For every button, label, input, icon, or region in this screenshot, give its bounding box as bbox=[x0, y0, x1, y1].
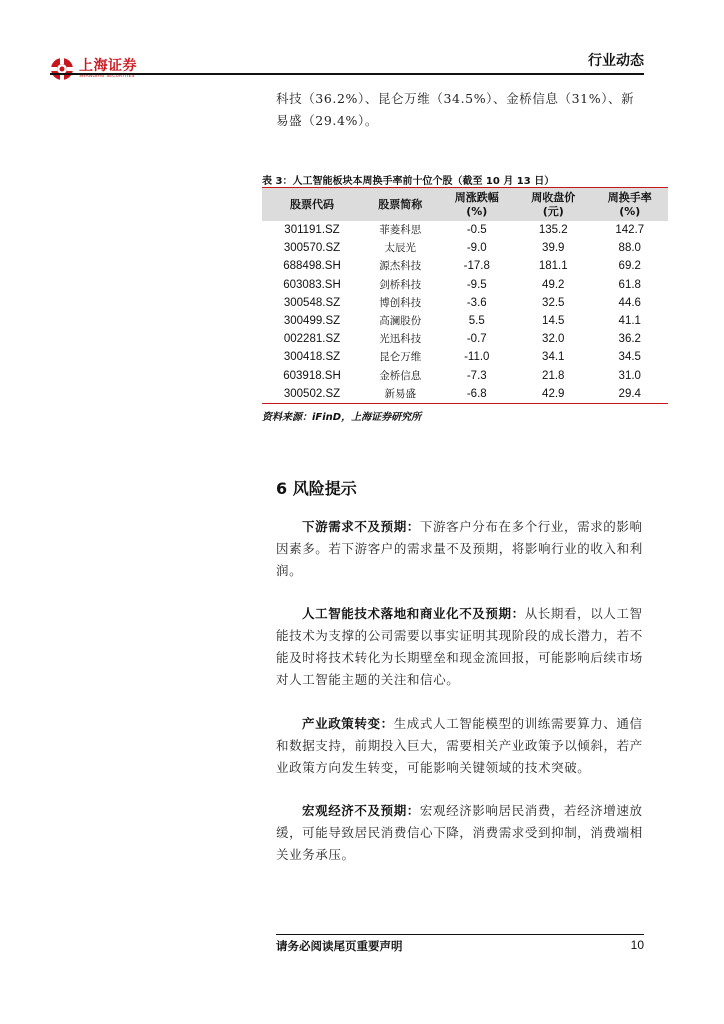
header-change: 周涨跌幅 (%) bbox=[454, 190, 499, 218]
weekly-change: -0.7 bbox=[466, 333, 487, 346]
risk-label: 宏观经济不及预期： bbox=[302, 803, 420, 818]
weekly-change: -3.6 bbox=[466, 296, 487, 309]
stock-name: 光迅科技 bbox=[379, 333, 422, 346]
stock-code: 002281.SZ bbox=[283, 333, 341, 346]
weekly-turnover: 31.0 bbox=[618, 369, 641, 382]
footer-divider bbox=[276, 934, 644, 935]
weekly-change: 5.5 bbox=[468, 315, 485, 328]
footer-disclaimer-note: 请务必阅读尾页重要声明 bbox=[276, 939, 403, 953]
weekly-close: 49.2 bbox=[542, 278, 565, 291]
stock-code: 301191.SZ bbox=[284, 224, 340, 237]
stock-code: 300502.SZ bbox=[283, 387, 341, 400]
stock-name: 昆仑万维 bbox=[379, 351, 422, 364]
table-row bbox=[262, 221, 668, 239]
weekly-change: -9.0 bbox=[466, 242, 487, 255]
weekly-change: -0.5 bbox=[466, 224, 487, 237]
table-row bbox=[262, 312, 668, 330]
header-close: 周收盘价 (元) bbox=[531, 190, 576, 218]
table-row bbox=[262, 257, 668, 275]
table-row bbox=[262, 294, 668, 312]
stock-name: 博创科技 bbox=[379, 296, 422, 309]
weekly-change: -7.3 bbox=[466, 369, 487, 382]
weekly-turnover: 61.8 bbox=[618, 278, 641, 291]
table-row bbox=[262, 330, 668, 348]
table-caption: 表 3：人工智能板块本周换手率前十位个股（截至 10 月 13 日） bbox=[262, 176, 555, 187]
page-number: 10 bbox=[630, 938, 644, 952]
header-divider bbox=[50, 73, 644, 75]
weekly-change: -17.8 bbox=[463, 260, 490, 273]
stock-code: 300499.SZ bbox=[283, 315, 341, 328]
risk-text: 生成式人工智能模型的训练需要算力、通信和数据支持，前期投入巨大，需要相关产业政策予以倾斜，若产业政策方向发生转变，可能影响关键领域的技术突破。 bbox=[276, 716, 643, 775]
stock-code: 688498.SH bbox=[283, 260, 341, 273]
risk-label: 产业政策转变： bbox=[302, 716, 394, 731]
turnover-table bbox=[262, 188, 668, 403]
weekly-change: -11.0 bbox=[464, 351, 490, 364]
risk-label: 下游需求不及预期： bbox=[302, 519, 420, 534]
stock-code: 300548.SZ bbox=[283, 296, 341, 309]
table-row bbox=[262, 239, 668, 257]
logo-emblem-icon bbox=[50, 57, 74, 81]
risk-paragraph bbox=[276, 603, 644, 691]
stock-name: 菲菱科思 bbox=[379, 224, 422, 237]
logo-name-en: SHANGHAI SECURITIES bbox=[79, 74, 135, 79]
stock-name: 剑桥科技 bbox=[379, 278, 422, 291]
weekly-close: 34.1 bbox=[542, 351, 565, 364]
weekly-close: 32.0 bbox=[542, 333, 565, 346]
stock-code: 300418.SZ bbox=[283, 351, 341, 364]
weekly-turnover: 142.7 bbox=[615, 224, 645, 237]
risk-text: 从长期看，以人工智能技术为支撑的公司需要以事实证明其现阶段的成长潜力，若不能及时将技术转化为长期壁垒和现金流回报，可能影响后续市场对人工智能主题的关注和信心。 bbox=[276, 606, 643, 687]
weekly-turnover: 69.2 bbox=[618, 260, 641, 273]
weekly-close: 39.9 bbox=[542, 242, 565, 255]
stock-name: 新易盛 bbox=[384, 387, 417, 400]
stock-name: 金桥信息 bbox=[379, 369, 422, 382]
stock-name: 高澜股份 bbox=[379, 315, 422, 328]
stock-code: 300570.SZ bbox=[283, 242, 341, 255]
header-turnover: 周换手率 (%) bbox=[607, 190, 652, 218]
intro-paragraph: 科技（36.2%）、昆仑万维（34.5%）、金桥信息（31%）、新易盛（29.4%）。 bbox=[276, 91, 635, 128]
weekly-close: 14.5 bbox=[542, 315, 565, 328]
risk-label: 人工智能技术落地和商业化不及预期： bbox=[302, 606, 525, 621]
risk-paragraph bbox=[276, 800, 644, 866]
risk-paragraph bbox=[276, 516, 644, 582]
risk-paragraph bbox=[276, 713, 644, 779]
company-logo bbox=[50, 57, 137, 81]
stock-code: 603918.SH bbox=[283, 369, 341, 382]
table-row bbox=[262, 385, 668, 403]
weekly-close: 21.8 bbox=[542, 369, 565, 382]
risk-text: 宏观经济影响居民消费，若经济增速放缓，可能导致居民消费信心下降，消费需求受到抑制，消费端相关业务承压。 bbox=[276, 803, 643, 862]
stock-code: 603083.SH bbox=[283, 278, 341, 291]
header-section-title: 行业动态 bbox=[588, 53, 644, 69]
weekly-close: 135.2 bbox=[538, 224, 568, 237]
weekly-turnover: 36.2 bbox=[618, 333, 641, 346]
weekly-turnover: 29.4 bbox=[618, 387, 641, 400]
weekly-change: -6.8 bbox=[466, 387, 487, 400]
stock-name: 源杰科技 bbox=[379, 260, 422, 273]
weekly-turnover: 41.1 bbox=[618, 315, 641, 328]
header-name: 股票简称 bbox=[378, 197, 423, 211]
weekly-turnover: 44.6 bbox=[618, 296, 641, 309]
weekly-turnover: 88.0 bbox=[618, 242, 641, 255]
table-row bbox=[262, 348, 668, 366]
header-code: 股票代码 bbox=[290, 197, 335, 211]
weekly-close: 42.9 bbox=[542, 387, 565, 400]
risk-text: 下游客户分布在多个行业，需求的影响因素多。若下游客户的需求量不及预期，将影响行业的收入和利润。 bbox=[276, 519, 643, 578]
table-row bbox=[262, 276, 668, 294]
table-header-row bbox=[262, 188, 668, 221]
weekly-close: 181.1 bbox=[538, 260, 568, 273]
weekly-change: -9.5 bbox=[466, 278, 487, 291]
table-row bbox=[262, 367, 668, 385]
logo-name-cn: 上海证券 bbox=[79, 58, 137, 74]
table-bottom-rule bbox=[262, 403, 668, 404]
stock-name: 太辰光 bbox=[384, 242, 417, 255]
section-title: 6 风险提示 bbox=[276, 479, 357, 498]
weekly-close: 32.5 bbox=[542, 296, 565, 309]
weekly-turnover: 34.5 bbox=[618, 351, 641, 364]
table-source: 资料来源：iFinD，上海证券研究所 bbox=[262, 412, 422, 423]
